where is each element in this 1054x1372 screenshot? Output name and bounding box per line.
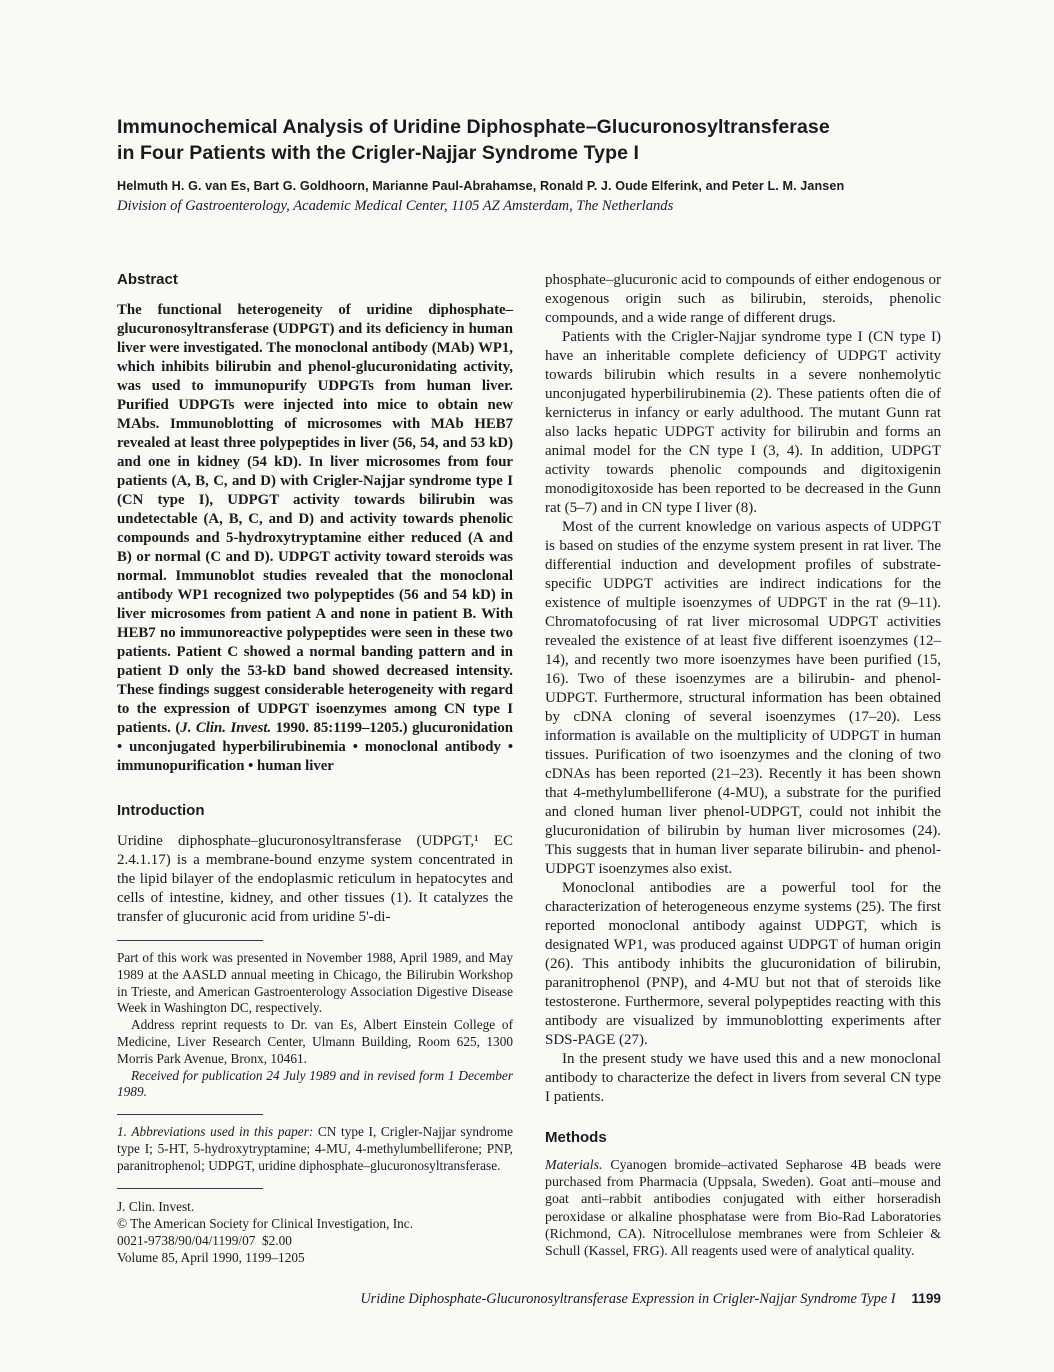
body-paragraph-cn-patients: Patients with the Crigler-Najjar syndrome type I (CN type I) have an inheritable complete deficiency of UDPGT activity towards bilirubin which results in a severe nonhemolytic unconjugated hyperbilirubinemia (2). These patients often die of kernicterus in infancy or early adulthood. The mutant Gunn rat also lacks hepatic UDPGT activity for bilirubin and forms an animal model for the CN type I (3, 4). In addition, UDPGT activity towards phenolic compounds and digitoxigenin monodigitoxoside has been reported to be decreased in the Gunn rat (5–7) and in CN type I liver (8).: [545, 329, 941, 516]
left-column: [117, 271, 513, 1266]
body-paragraph-continuation: phosphate–glucuronic acid to compounds of either endogenous or exogenous origin such as bilirubin, steroids, phenolic compounds, and a wide range of different drugs.: [545, 272, 941, 326]
abstract-paragraph: [117, 301, 513, 776]
footnotes-block: [117, 950, 513, 1101]
page-number: 1199: [911, 1291, 941, 1306]
right-column: [545, 271, 941, 1260]
article-title: [117, 114, 941, 166]
article-title-line-2: in Four Patients with the Crigler-Najjar Syndrome Type I: [117, 142, 640, 164]
journal-info-line: J. Clin. Invest.: [117, 1198, 195, 1214]
methods-body: Cyanogen bromide–activated Sepharose 4B beads were purchased from Pharmacia (Uppsala, Sweden). Goat anti–mouse and goat anti–rabbit antibodies conjugated with either horseradish peroxidase or alkaline phosphatase were from Bio-Rad Laboratories (Richmond, CA). Nitrocellulose membranes were from Schleier & Schull (Kassel, FRG). All reagents used were of analytical quality.: [545, 1158, 941, 1260]
footnote-divider: [117, 940, 263, 941]
methods-paragraph: [545, 1157, 941, 1260]
abstract-citation-journal: J. Clin. Invest.: [180, 720, 272, 736]
article-authors: Helmuth H. G. van Es, Bart G. Goldhoorn, Marianne Paul-Abrahamse, Ronald P. J. Oude Elferink, and Peter L. M. Jansen: [117, 179, 845, 193]
article-affiliation: Division of Gastroenterology, Academic Medical Center, 1105 AZ Amsterdam, The Netherlands: [117, 198, 674, 214]
journal-info-line: © The American Society for Clinical Investigation, Inc.: [117, 1215, 414, 1231]
journal-info-block: [117, 1198, 513, 1266]
abbreviations-body: CN type I, Crigler-Najjar syndrome type I; 5-HT, 5-hydroxytryptamine; 4-MU, 4-methylumbelliferone; PNP, paranitrophenol; UDPGT, uridine diphosphate–glucuronosyltransferase.: [117, 1124, 514, 1173]
footnote-presented: Part of this work was presented in November 1988, April 1989, and May 1989 at the AASLD annual meeting in Chicago, the Bilirubin Workshop in Trieste, and American Gastroenterology Association Digestive Disease Week in Washington DC, respectively.: [117, 950, 513, 1016]
journal-info-line: 0021-9738/90/04/1199/07 $2.00: [117, 1232, 292, 1248]
article-title-line-1: Immunochemical Analysis of Uridine Diphosphate–Glucuronosyltransferase: [117, 116, 830, 138]
footnote-received: Received for publication 24 July 1989 and in revised form 1 December 1989.: [117, 1067, 513, 1100]
abstract-heading: Abstract: [117, 271, 178, 288]
journal-info-line: Volume 85, April 1990, 1199–1205: [117, 1249, 305, 1265]
body-paragraph-monoclonal-antibodies: Monoclonal antibodies are a powerful tool for the characterization of heterogeneous enzyme systems (25). The first reported monoclonal antibody against UDPGT, which is designated WP1, was produced against UDPGT of human origin (26). This antibody inhibits the glucuronidation of bilirubin, paranitrophenol (PNP), and 4-MU but not that of steroids like testosterone. Furthermore, several polypeptides reacting with this antibody are visualized by immunoblotting experiments after SDS-PAGE (27).: [545, 880, 941, 1048]
two-column-body: [117, 271, 941, 1266]
body-paragraph-current-knowledge: Most of the current knowledge on various aspects of UDPGT is based on studies of the enzyme system present in rat liver. The differential induction and development profiles of substrate-specific UDPGT activities are indirect indications for the existence of multiple isoenzymes of UDPGT in the rat (9–11). Chromatofocusing of rat liver microsomal UDPGT activities revealed the existence of at least five different isoenzymes (12–14), and recently two more isoenzymes have been purified (15, 16). Two of these isoenzymes are a bilirubin- and phenol-UDPGT. Furthermore, structural information has been obtained by cDNA cloning of several isoenzymes (17–20). Less information is available on the multiplicity of UDPGT in human tissues. Purification of two isoenzymes and the cloning of two cDNAs has been reported (21–23). Recently it has been shown that 4-methylumbelliferone (4-MU), a substrate for the purified and cloned human liver phenol-UDPGT, could not inhibit the glucuronidation of bilirubin by human liver microsomes (24). This suggests that in human liver separate bilirubin- and phenol-UDPGT isoenzymes also exist.: [545, 519, 941, 877]
abbreviations-footnote: [117, 1124, 513, 1174]
abbreviations-divider: [117, 1114, 263, 1115]
body-paragraph-present-study: In the present study we have used this and a new monoclonal antibody to characterize the defect in livers from several CN type I patients.: [545, 1051, 941, 1105]
page-footer: [117, 1290, 941, 1308]
abstract-citation-and-keywords: 1990. 85:1199–1205.) glucuronidation • unconjugated hyperbilirubinemia • monoclonal antibody • immunopurification • human liver: [117, 720, 513, 774]
abstract-main-text: The functional heterogeneity of uridine diphosphate–glucuronosyltransferase (UDPGT) and its deficiency in human liver were investigated. The monoclonal antibody (MAb) WP1, which inhibits bilirubin and phenol-glucuronidating activity, was used to immunopurify UDPGTs from human liver. Purified UDPGTs were injected into mice to obtain new MAbs. Immunoblotting of microsomes with MAb HEB7 revealed at least three polypeptides in liver (56, 54, and 53 kD) and one in kidney (54 kD). In liver microsomes from four patients (A, B, C, and D) with Crigler-Najjar syndrome type I (CN type I), UDPGT activity towards bilirubin was undetectable (A, B, C, and D) and activity towards phenolic compounds and 5-hydroxytryptamine either reduced (A and B) or normal (C and D). UDPGT activity toward steroids was normal. Immunoblot studies revealed that the monoclonal antibody WP1 recognized two polypeptides (56 and 54 kD) in liver microsomes from patient A and none in patient B. With HEB7 no immunoreactive polypeptides were seen in these two patients. Patient C showed a normal banding pattern and in patient D only the 53-kD band showed decreased intensity. These findings suggest considerable heterogeneity with regard to the expression of UDPGT isoenzymes among CN type I patients. (: [117, 302, 513, 736]
running-title: Uridine Diphosphate-Glucuronosyltransferase Expression in Crigler-Najjar Syndrome Type I: [360, 1291, 896, 1307]
introduction-paragraph: Uridine diphosphate–glucuronosyltransferase (UDPGT,¹ EC 2.4.1.17) is a membrane-bound enzyme system concentrated in the lipid bilayer of the endoplasmic reticulum in hepatocytes and cells of intestine, kidney, and other tissues (1). It catalyzes the transfer of glucuronic acid from uridine 5'-di-: [117, 833, 513, 925]
methods-heading: Methods: [545, 1129, 607, 1146]
abbreviations-lead: 1. Abbreviations used in this paper:: [117, 1124, 314, 1140]
footnote-reprints: Address reprint requests to Dr. van Es, Albert Einstein College of Medicine, Liver Research Center, Ulmann Building, Room 625, 1300 Morris Park Avenue, Bronx, 10461.: [117, 1017, 513, 1066]
journal-info-divider: [117, 1188, 263, 1189]
introduction-heading: Introduction: [117, 802, 205, 819]
article-header: [117, 114, 941, 215]
methods-lead: Materials.: [545, 1158, 603, 1173]
